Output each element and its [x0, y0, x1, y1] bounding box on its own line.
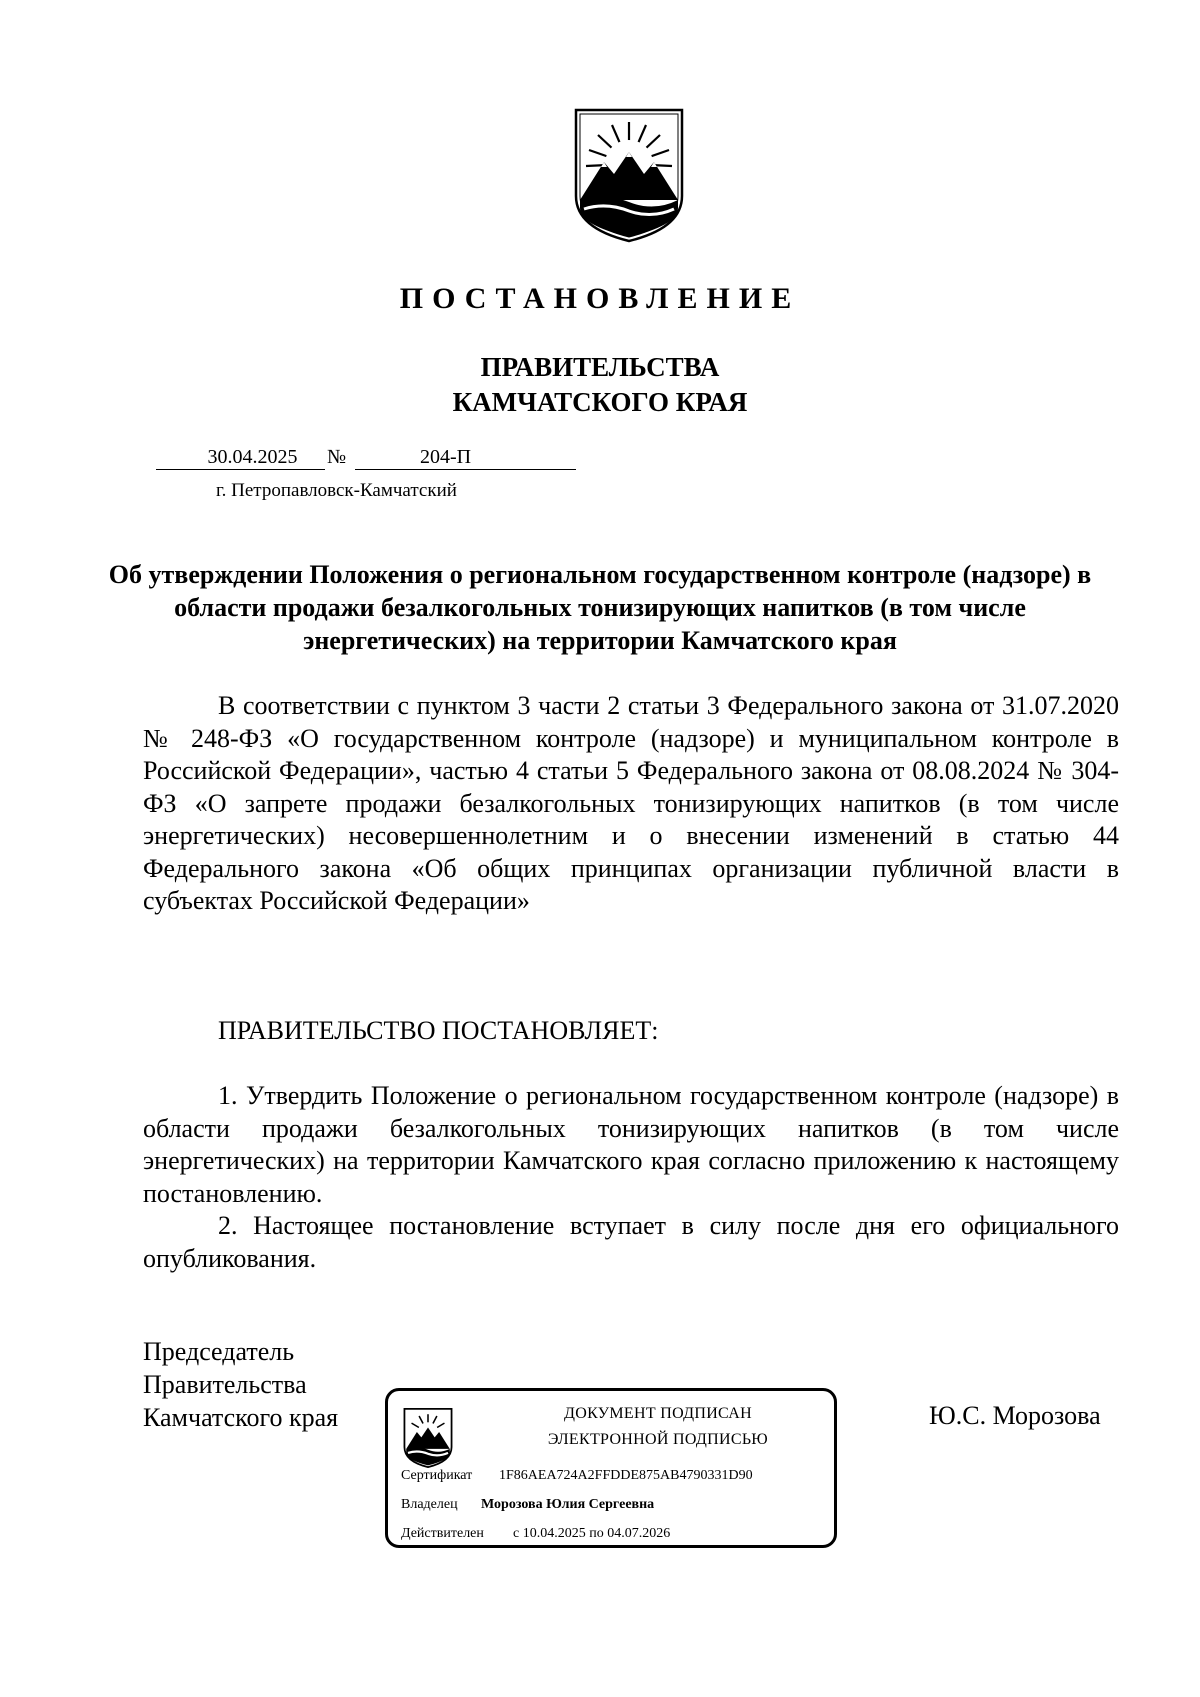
issuer-line-1: ПРАВИТЕЛЬСТВА [480, 352, 720, 382]
owner-label: Владелец [401, 1497, 458, 1512]
signer-position [143, 1335, 338, 1434]
stamp-validity-row [401, 1526, 670, 1542]
item-2: 2. Настоящее постановление вступает в силу после дня его официального опубликования. [143, 1211, 1119, 1273]
stamp-heading-1: ДОКУМЕНТ ПОДПИСАН [564, 1405, 752, 1422]
stamp-coat-of-arms-icon [403, 1408, 453, 1468]
electronic-signature-stamp [385, 1388, 837, 1548]
validity-value: с 10.04.2025 по 04.07.2026 [513, 1526, 671, 1541]
certificate-label: Сертификат [401, 1468, 473, 1483]
city: г. Петропавловск-Камчатский [216, 480, 457, 501]
document-type-heading: ПОСТАНОВЛЕНИЕ [399, 282, 801, 315]
document-title: Об утверждении Положения о региональном государственном контроле (надзоре) в области продажи безалкогольных тонизирующих напитков (в том числе энергетических) на территории Камчатского края [108, 560, 1092, 655]
signer-name: Ю.С. Морозова [929, 1401, 1101, 1430]
coat-of-arms-icon [574, 108, 684, 243]
item-1: 1. Утвердить Положение о региональном государственном контроле (надзоре) в области продажи безалкогольных тонизирующих напитков (в том числе энергетических) на территории Камчатского края согласно приложению к настоящему постановлению. [143, 1081, 1119, 1208]
document-number: 204-П [355, 446, 576, 470]
resolution-heading: ПРАВИТЕЛЬСТВО ПОСТАНОВЛЯЕТ: [218, 1016, 659, 1045]
stamp-owner-row [401, 1497, 654, 1513]
signer-position-line-3: Камчатского края [143, 1403, 339, 1432]
basis-paragraph: В соответствии с пунктом 3 части 2 статьи 3 Федерального закона от 31.07.2020 № 248-ФЗ «О государственном контроле (надзоре) и муниципальном контроле в Российской Федерации», частью 4 статьи 5 Федерального закона от 08.08.2024 № 304-ФЗ «О запрете продажи безалкогольных тонизирующих напитков (в том числе энергетических) несовершеннолетним и о внесении изменений в статью 44 Федерального закона «Об общих принципах организации публичной власти в субъектах Российской Федерации» [143, 691, 1119, 915]
document-date: 30.04.2025 [156, 446, 325, 470]
certificate-value: 1F86AEA724A2FFDDE875AB4790331D90 [499, 1468, 753, 1483]
date-number-line [156, 446, 576, 472]
number-sign: № [327, 446, 347, 468]
signer-position-line-1: Председатель [143, 1337, 295, 1366]
issuer-line-2: КАМЧАТСКОГО КРАЯ [452, 387, 748, 417]
stamp-heading-2: ЭЛЕКТРОННОЙ ПОДПИСЬЮ [547, 1431, 769, 1448]
stamp-certificate-row [401, 1468, 753, 1484]
owner-value: Морозова Юлия Сергеевна [481, 1497, 655, 1512]
validity-label: Действителен [401, 1526, 484, 1541]
signer-position-line-2: Правительства [143, 1370, 307, 1399]
